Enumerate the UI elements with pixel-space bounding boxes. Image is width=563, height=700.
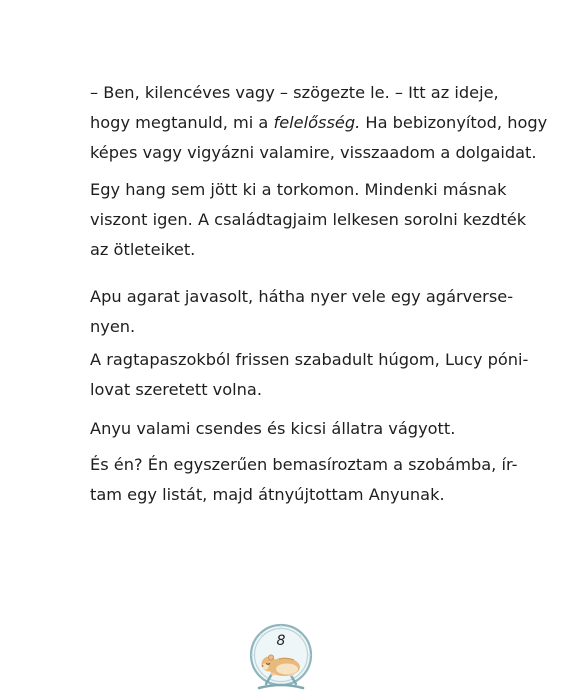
paragraph-5 <box>90 414 498 444</box>
paragraph-4 <box>90 345 529 405</box>
text-line: És én? Én egyszerűen bemasíroztam a szobámba, ír- <box>90 455 518 474</box>
text-line: nyen. <box>90 317 136 336</box>
text-line: Apu agarat javasolt, hátha nyer vele egy agárverse- <box>90 287 514 306</box>
text-line: – Ben, kilencéves vagy – szögezte le. – Itt az ideje, <box>90 83 499 102</box>
page-folio <box>246 622 316 694</box>
text-line: Anyu valami csendes és kicsi állatra vágyott. <box>90 419 456 438</box>
emphasized-word: felelősség. <box>273 113 361 132</box>
paragraph-6 <box>90 450 518 510</box>
text-run: hogy megtanuld, mi a <box>90 113 274 132</box>
paragraph-1 <box>90 78 548 168</box>
text-line: tam egy listát, majd átnyújtottam Anyunak. <box>90 485 445 504</box>
text-line: az ötleteiket. <box>90 240 196 259</box>
text-run: Ha bebizonyítod, hogy <box>360 113 548 132</box>
text-line <box>90 108 548 138</box>
text-line: lovat szeretett volna. <box>90 380 262 399</box>
text-line: viszont igen. A családtagjaim lelkesen sorolni kezdték <box>90 210 527 229</box>
text-line: A ragtapaszokból frissen szabadult húgom, Lucy póni- <box>90 350 529 369</box>
paragraph-2 <box>90 175 527 265</box>
text-line: Egy hang sem jött ki a torkomon. Mindenki másnak <box>90 180 507 199</box>
page-number: 8 <box>276 633 286 649</box>
text-line: képes vagy vigyázni valamire, visszaadom a dolgaidat. <box>90 143 537 162</box>
paragraph-3 <box>90 282 514 342</box>
